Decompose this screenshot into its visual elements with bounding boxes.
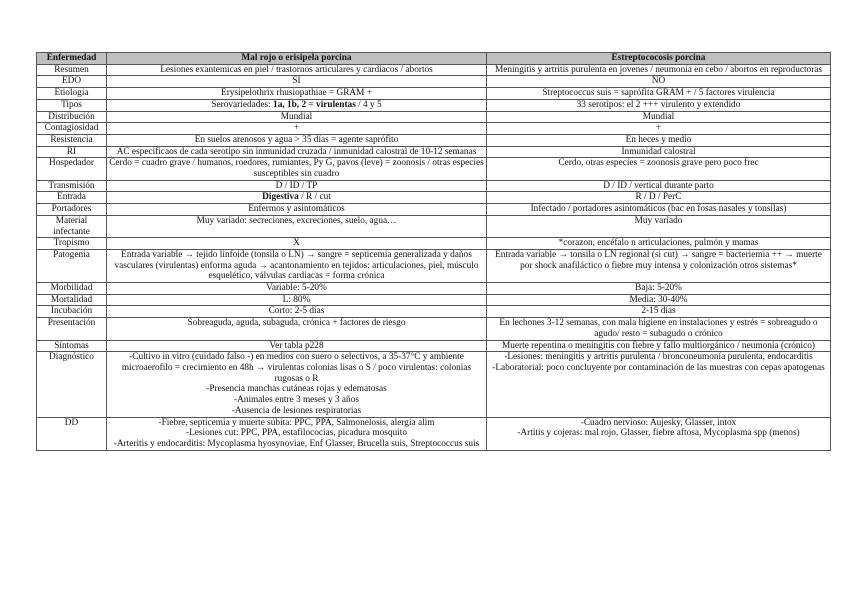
row-label: DD (37, 417, 107, 450)
cell-estreptococosis (487, 215, 831, 237)
table-row (37, 158, 831, 180)
row-label: Etiologia (37, 88, 107, 100)
cell-mal-rojo (107, 283, 487, 295)
cell-estreptococosis (487, 111, 831, 123)
comparison-table (36, 52, 831, 451)
table-row (37, 283, 831, 295)
cell-mal-rojo (107, 146, 487, 158)
cell-line: Streptococcus suis = saprófita GRAM + / 5 factores virulencia (542, 88, 775, 99)
cell-estreptococosis (487, 318, 831, 340)
cell-line: -Cuadro nervioso: Aujesky, Glasser, intox (580, 417, 737, 428)
table-body (37, 64, 831, 450)
cell-mal-rojo (107, 99, 487, 111)
table-row (37, 306, 831, 318)
cell-line: Enfermos y asintomáticos (248, 204, 345, 215)
cell-line: Meningitis y artritis purulenta en jovenes / neumonía en cebo / abortos en reproductoras (494, 64, 823, 75)
cell-mal-rojo (107, 238, 487, 250)
table-row (37, 99, 831, 111)
cell-line: 2-15 días (641, 306, 676, 317)
cell-mal-rojo (107, 111, 487, 123)
table-row (37, 352, 831, 417)
cell-mal-rojo (107, 352, 487, 417)
table-row (37, 88, 831, 100)
cell-line: -Lesiones: meningitis y artritis purulenta / bronconeumonía purulenta, endocarditis (504, 352, 813, 363)
cell-mal-rojo (107, 134, 487, 146)
cell-line: -Animales entre 3 meses y 3 años (234, 395, 359, 406)
cell-estreptococosis (487, 306, 831, 318)
row-label: Contagiosidad (37, 123, 107, 135)
cell-mal-rojo (107, 180, 487, 192)
cell-estreptococosis (487, 158, 831, 180)
cell-line: -Laboratorial: poco concluyente por contaminación de las muestras con cepas apatogenas (492, 362, 825, 373)
row-label: Patogenia (37, 249, 107, 282)
cell-estreptococosis (487, 238, 831, 250)
table-row (37, 238, 831, 250)
table-row (37, 64, 831, 76)
cell-line: Muerte repentina o meningitis con fiebre y fallo multiorgánico / neumonía (crónico) (502, 340, 815, 351)
cell-estreptococosis (487, 249, 831, 282)
row-label: Mortalidad (37, 294, 107, 306)
cell-bold-text: Digestiva (262, 192, 299, 203)
table-row (37, 318, 831, 340)
cell-line: Lesiones exantemicas en piel / trastornos articulares y cardiacos / abortos (160, 64, 433, 75)
header-estreptococosis: Estreptococosis porcina (487, 53, 831, 65)
table-row (37, 134, 831, 146)
cell-estreptococosis (487, 180, 831, 192)
cell-line: L: 80% (282, 294, 311, 305)
cell-estreptococosis (487, 76, 831, 88)
cell-line: Muy variado (634, 215, 683, 226)
row-label: Tipos (37, 99, 107, 111)
row-label: Síntomas (37, 340, 107, 352)
cell-line: Infectado / portadores asintomáticos (bac en fosas nasales y tonsilas) (530, 204, 787, 215)
cell-mal-rojo (107, 123, 487, 135)
cell-estreptococosis (487, 283, 831, 295)
cell-estreptococosis (487, 64, 831, 76)
cell-estreptococosis (487, 146, 831, 158)
cell-line: Inmunidad calostral (621, 146, 696, 157)
cell-line: -Ausencia de lesiones respiratorias (231, 405, 362, 416)
row-label: Hospedador (37, 158, 107, 180)
row-label: Distribución (37, 111, 107, 123)
row-label: Incubación (37, 306, 107, 318)
row-label: Resistencia (37, 134, 107, 146)
cell-mal-rojo (107, 340, 487, 352)
cell-line: Entrada variable → tejido linfoide (tonsila o LN) → sangre = septicemia generalizada y daños vasculares (virulentas) enforma aguda → acantonamiento en tejidos: articulaciones, piel, músculo esquelético, válvulas cardiacas = forma crónica (114, 249, 479, 282)
header-mal-rojo: Mal rojo o erisipela porcina (107, 53, 487, 65)
table-row (37, 180, 831, 192)
cell-line: Sobreaguda, aguda, subaguda, crónica + factores de riesgo (187, 318, 406, 329)
cell-line: En suelos arenosos y agua > 35 días = agente saprófito (194, 134, 399, 145)
cell-line: -Artitis y cojeras: mal rojo, Glasser, fiebre aftosa, Mycoplasma spp (menos) (517, 428, 800, 439)
cell-mal-rojo (107, 318, 487, 340)
table-row (37, 146, 831, 158)
cell-estreptococosis (487, 204, 831, 216)
table-row (37, 204, 831, 216)
cell-mal-rojo (107, 192, 487, 204)
cell-mal-rojo (107, 64, 487, 76)
cell-estreptococosis (487, 99, 831, 111)
row-label: EDO (37, 76, 107, 88)
table-row (37, 417, 831, 450)
cell-line: + (293, 123, 300, 134)
row-label: Transmisión (37, 180, 107, 192)
cell-line: -Fiebre, septicemia y muerte súbita: PPC, PPA, Salmonelosis, alergia alim (158, 417, 435, 428)
row-label: Material infectante (37, 215, 107, 237)
cell-line: Mundial (280, 111, 313, 122)
cell-estreptococosis (487, 123, 831, 135)
cell-line: Cerdo = cuadro grave / humanos, roedores, rumiantes, Py G, pavos (leve) = zoonosis / otras especies susceptibles sin cuadro (109, 158, 484, 180)
header-row (37, 53, 831, 65)
cell-text: / 4 y 5 (355, 99, 382, 110)
cell-mal-rojo (107, 215, 487, 237)
cell-estreptococosis (487, 294, 831, 306)
cell-line: Mundial (642, 111, 675, 122)
header-enfermedad: Enfermedad (37, 53, 107, 65)
cell-mal-rojo (107, 294, 487, 306)
cell-line: NO (651, 76, 666, 87)
cell-mal-rojo (107, 249, 487, 282)
table-row (37, 192, 831, 204)
cell-line: Media: 30-40% (629, 294, 688, 305)
cell-estreptococosis (487, 352, 831, 417)
cell-mal-rojo (107, 76, 487, 88)
cell-estreptococosis (487, 134, 831, 146)
row-label: RI (37, 146, 107, 158)
cell-line: Corto: 2-5 días (268, 306, 325, 317)
cell-line: + (655, 123, 662, 134)
cell-line: *corazon, encéfalo n articulaciones, pulmón y mamas (558, 238, 759, 249)
cell-line: AC especificaos de cada serotipo sin inmunidad cruzada / inmunidad calostral de 10-12 semanas (116, 146, 477, 157)
table-row (37, 294, 831, 306)
cell-line: En lechones 3-12 semanas, con mala higiene en instalaciones y estrés = sobreagudo o agudo/ resto = subagudo o crónico (499, 318, 818, 339)
cell-line: Cerdo, otras especies = zoonosis grave pero poco frec (558, 158, 759, 169)
table-row (37, 215, 831, 237)
row-label: Morbilidad (37, 283, 107, 295)
table-row (37, 340, 831, 352)
cell-bold-text: 1a, 1b, 2 = virulentas (273, 99, 356, 110)
cell-line: SI (292, 76, 301, 87)
row-label: Portadores (37, 204, 107, 216)
cell-mal-rojo (107, 88, 487, 100)
cell-line: -Arteritis y endocarditis: Mycoplasma hyosynoviae, Enf Glasser, Brucella suis, Streptococcus suis (113, 438, 480, 449)
cell-line: D / ID / TP (275, 180, 318, 191)
cell-line: -Presencia manchas cutáneas rojas y edematosas (206, 384, 387, 395)
row-label: Resumen (37, 64, 107, 76)
row-label: Tropismo (37, 238, 107, 250)
cell-line: -Cultivo in vitro (cuidado falso -) en medios con suero o selectivos, a 35-37°C y ambiente microaerofilo = crecimiento en 48h → virulentas colonias lisas o S / poco virulentas: colonias rugosas o R (121, 352, 472, 384)
cell-estreptococosis (487, 340, 831, 352)
cell-line: Baja: 5-20% (635, 283, 682, 294)
cell-text: / R / cut (298, 192, 331, 203)
cell-line: Muy variado: secreciones, excreciones, suelo, agua… (196, 215, 397, 226)
cell-line: 33 serotipos: el 2 +++ virulento y extendido (576, 99, 741, 110)
row-label: Diagnóstico (37, 352, 107, 417)
cell-line: -Lesiones cut: PPC, PPA, estafilococias, picadura mosquito (186, 428, 407, 439)
table-row (37, 123, 831, 135)
cell-line: En heces y medio (625, 134, 692, 145)
cell-line: Erysipelothrix rhusiopathiae = GRAM + (221, 88, 372, 99)
cell-line: D / ID / vertical durante parto (603, 180, 714, 191)
cell-mal-rojo (107, 204, 487, 216)
table-row (37, 111, 831, 123)
cell-mal-rojo (107, 306, 487, 318)
cell-mal-rojo (107, 417, 487, 450)
cell-line: X (293, 238, 300, 249)
table-row (37, 249, 831, 282)
row-label: Entrada (37, 192, 107, 204)
row-label: Presentación (37, 318, 107, 340)
cell-mal-rojo (107, 158, 487, 180)
cell-estreptococosis (487, 192, 831, 204)
cell-estreptococosis (487, 88, 831, 100)
table-row (37, 76, 831, 88)
cell-line: Variable: 5-20% (266, 283, 327, 294)
cell-line: Ver tabla p228 (269, 340, 324, 351)
cell-estreptococosis (487, 417, 831, 450)
cell-line: R / D / PerC (635, 192, 682, 203)
cell-text: Serovariedades: (211, 99, 274, 110)
cell-line: Entrada variable → tonsila o LN regional (si cut) → sangre = bacteriemia ++ → muerte por shock anafiláctico o fiebre muy intensa y colonización otros sistemas* (495, 249, 822, 271)
